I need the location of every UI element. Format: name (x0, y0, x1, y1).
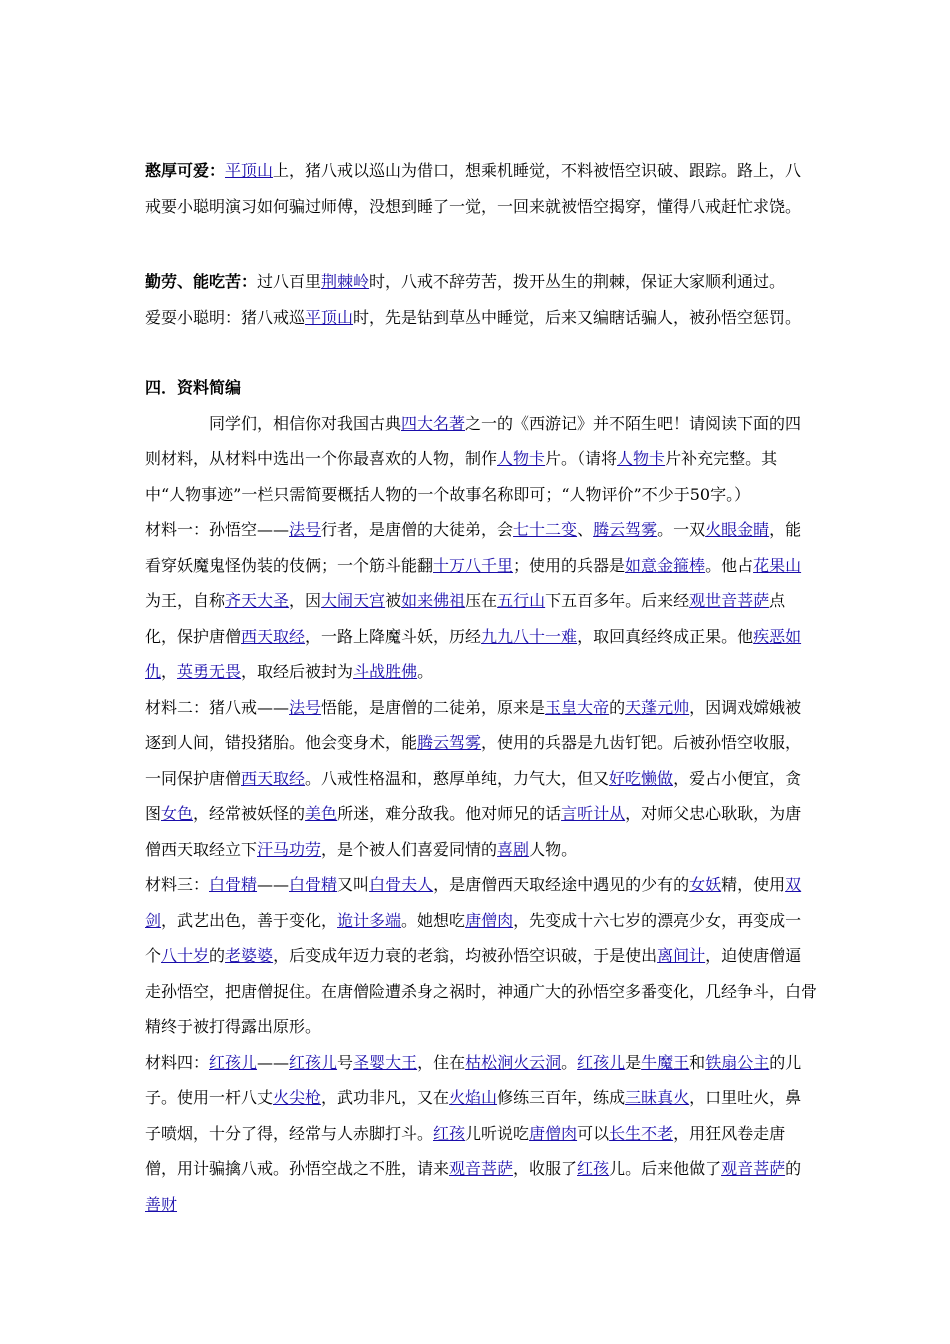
paragraph-text: ，一路上降魔斗妖，历经 (305, 626, 482, 646)
link-cunning[interactable]: 诡计多端 (337, 910, 402, 930)
link-princess-iron-fan[interactable]: 铁扇公主 (705, 1052, 770, 1072)
link-81-tribulations[interactable]: 九九八十一难 (481, 626, 578, 646)
link-victorious-buddha[interactable]: 斗战胜佛 (353, 662, 418, 681)
link-red-boy[interactable]: 红孩儿 (209, 1052, 258, 1072)
paragraph-text: 材料一：孙悟空—— (145, 520, 290, 539)
paragraph-text: 的 (609, 697, 626, 717)
paragraph-text: 所迷，难分敌我。他对师兄的话 (337, 804, 562, 823)
link-beauty[interactable]: 美色 (305, 804, 338, 823)
link-guanyin[interactable]: 观音菩萨 (449, 1159, 514, 1178)
link-five-elements-mountain[interactable]: 五行山 (497, 591, 546, 610)
paragraph-text: 片补充完整。其中“人物事迹”一栏只需简要概括人物的一个故事名称即可；“人物评价”不少于50字。） (145, 449, 778, 504)
paragraph-text: 是 (625, 1052, 642, 1072)
link-red-boy[interactable]: 红孩 (577, 1159, 610, 1178)
link-lady-white-bone[interactable]: 白骨夫人 (369, 875, 434, 894)
section-materials (145, 370, 817, 1222)
link-bull-demon-king[interactable]: 牛魔王 (641, 1052, 690, 1072)
link-brave[interactable]: 英勇无畏 (177, 662, 242, 681)
paragraph-honest-cute (145, 153, 817, 224)
paragraph-text: 时，八戒不辞劳苦，拨开丛生的荆棘，保证大家顺利通过。 (369, 272, 786, 291)
paragraph-text: ，收服了 (513, 1159, 578, 1178)
link-great-contribution[interactable]: 汗马功劳 (257, 839, 322, 859)
paragraph-text: 材料四： (145, 1052, 210, 1072)
paragraph-text: ，能看穿妖魔鬼怪伪装的伎俩；一个筋斗能翻 (145, 520, 802, 575)
link-cloud-flying[interactable]: 腾云驾雾 (417, 733, 482, 752)
link-character-card[interactable]: 人物卡 (497, 449, 546, 468)
paragraph-text: —— (257, 1052, 290, 1072)
link-flower-fruit-mountain[interactable]: 花果山 (753, 555, 802, 575)
link-lust[interactable]: 女色 (161, 804, 194, 823)
paragraph-text: 号 (337, 1052, 354, 1072)
paragraph-text: 片。（请将 (545, 449, 618, 468)
paragraph-text: ，武功非凡，又在 (321, 1088, 450, 1107)
paragraph-text: 的 (209, 946, 226, 965)
paragraph-text: ，迫使唐僧逼走孙悟空，把唐僧捉住。在唐僧险遭杀身之祸时，神通广大的孙悟空多番变化，几经争斗，白骨精终于被打得露出原形。 (145, 946, 818, 1036)
paragraph-text: 的 (785, 1159, 802, 1178)
paragraph-text: ，用狂风卷走唐僧，用计骗擒八戒。孙悟空战之不胜，请来 (145, 1123, 786, 1178)
paragraph-text: 儿。后来他做了 (609, 1159, 722, 1178)
paragraph-text: ，取经后被封为 (241, 662, 354, 681)
paragraph-text: ，因 (289, 591, 322, 610)
paragraph-text: 又叫 (337, 875, 370, 894)
link-jingjiling[interactable]: 荆棘岭 (321, 272, 370, 291)
link-fire-tipped-spear[interactable]: 火尖枪 (273, 1088, 322, 1107)
link-golden-eyes[interactable]: 火眼金睛 (705, 520, 770, 539)
paragraph-text: 。八戒性格温和，憨厚单纯，力气大，但又 (305, 768, 610, 788)
paragraph-text: 修练三百年，练成 (497, 1088, 626, 1107)
paragraph-text: 人物。 (529, 839, 578, 859)
paragraph-text: ，取回真经终成正果。他 (577, 626, 754, 646)
link-marshal-tianpeng[interactable]: 天蓬元帅 (625, 697, 690, 717)
paragraph-text: 同学们，相信你对我国古典 (209, 413, 402, 433)
link-white-bone-demon[interactable]: 白骨精 (289, 875, 338, 894)
link-hate-evil[interactable]: 疾恶如仇 (145, 626, 802, 681)
link-red-boy[interactable]: 红孩 (433, 1123, 466, 1143)
paragraph-text: 和 (689, 1052, 706, 1072)
paragraph-text: 精，使用 (721, 875, 786, 894)
section-title: 四．资料简编 (145, 378, 242, 397)
link-108000-li[interactable]: 十万八千里 (433, 555, 514, 575)
paragraph-text: ，对师父忠心耿耿，为唐僧西天取经立下 (145, 804, 802, 859)
link-sow-discord[interactable]: 离间计 (657, 946, 706, 965)
link-comedy[interactable]: 喜剧 (497, 839, 530, 859)
link-immortality[interactable]: 长生不老 (609, 1123, 674, 1143)
paragraph-text: ，口里吐火，鼻子喷烟，十分了得，经常与人赤脚打斗。 (145, 1088, 802, 1143)
paragraph-text: 时，先是钻到草丛中睡觉，后来又编瞎话骗人，被孙悟空惩罚。 (353, 307, 802, 327)
paragraph-text: 。 (417, 662, 434, 681)
paragraph-hardworking (145, 264, 817, 335)
paragraph-text: 。一双 (657, 520, 706, 539)
paragraph-text: 。她想吃 (401, 910, 466, 930)
link-dharma-name[interactable]: 法号 (289, 697, 322, 717)
link-eighty-years[interactable]: 八十岁 (161, 946, 210, 965)
link-female-demon[interactable]: 女妖 (689, 875, 722, 894)
paragraph-text: —— (257, 875, 290, 894)
link-guanyin[interactable]: 观世音菩萨 (689, 591, 770, 610)
paragraph-text: ；使用的兵器是 (513, 555, 626, 575)
material-two (145, 690, 817, 868)
paragraph-text: 过八百里 (257, 272, 322, 291)
paragraph-text: ，先变成十六七岁的漂亮少女，再变成一个 (145, 910, 802, 965)
link-dharma-name[interactable]: 法号 (289, 520, 322, 539)
paragraph-text: ，是个被人们喜爱同情的 (321, 839, 498, 859)
link-tathagata[interactable]: 如来佛祖 (401, 591, 466, 610)
link-72-transformations[interactable]: 七十二变 (513, 520, 578, 539)
paragraph-text: 可以 (577, 1123, 610, 1143)
paragraph-text: ，武艺出色，善于变化， (161, 910, 338, 930)
paragraph-text: 悟能，是唐僧的二徒弟，原来是 (321, 697, 546, 717)
paragraph-text: 的儿子。使用一杆八丈 (145, 1052, 802, 1107)
link-old-woman[interactable]: 老婆婆 (225, 946, 274, 965)
link-pingdingshan[interactable]: 平顶山 (225, 161, 274, 180)
link-gluttonous-lazy[interactable]: 好吃懒做 (609, 768, 674, 788)
material-three (145, 867, 817, 1045)
link-havoc-heaven[interactable]: 大闹天宫 (321, 591, 386, 610)
link-character-card[interactable]: 人物卡 (617, 449, 666, 468)
link-journey-west[interactable]: 西天取经 (241, 768, 306, 788)
paragraph-clever (145, 300, 817, 336)
link-journey-west[interactable]: 西天取经 (241, 626, 306, 646)
paragraph-text: 。他占 (705, 555, 754, 575)
paragraph-text: ，使用的兵器是九齿钉钯。后被孙悟空收服，一同保护唐僧 (145, 733, 802, 788)
link-guanyin[interactable]: 观音菩萨 (721, 1159, 786, 1178)
paragraph-text: ，爱占小便宜，贪图 (145, 768, 802, 823)
link-tang-monk-flesh[interactable]: 唐僧肉 (529, 1123, 578, 1143)
material-one (145, 512, 817, 690)
intro-paragraph (145, 406, 817, 513)
paragraph-text: ，因调戏嫦娥被逐到人间，错投猪胎。他会变身术，能 (145, 697, 802, 752)
link-flaming-mountain[interactable]: 火焰山 (449, 1088, 498, 1107)
paragraph-text: ，经常被妖怪的 (193, 804, 306, 823)
link-sudhana[interactable]: 善财 (145, 1194, 178, 1214)
link-white-bone-demon[interactable]: 白骨精 (209, 875, 258, 894)
material-four (145, 1045, 817, 1223)
paragraph-text: 上，猪八戒以巡山为借口，想乘机睡觉，不料被悟空识破、跟踪。路上，八戒要小聪明演习如何骗过师傅，没想到睡了一觉，一回来就被悟空揭穿，懂得八戒赶忙求饶。 (145, 161, 802, 216)
paragraph-text: 下五百多年。后来经 (545, 591, 690, 610)
paragraph-text: ，后变成年迈力衰的老翁，均被孙悟空识破，于是使出 (273, 946, 658, 965)
paragraph-text: 爱耍小聪明：猪八戒巡 (145, 307, 306, 327)
paragraph-text: 为王，自称 (145, 591, 226, 610)
link-red-boy[interactable]: 红孩儿 (289, 1052, 338, 1072)
link-cloud-flying[interactable]: 腾云驾雾 (593, 520, 658, 539)
link-twin-swords[interactable]: 双剑 (145, 875, 802, 930)
link-tang-monk-flesh[interactable]: 唐僧肉 (465, 910, 514, 930)
link-jade-emperor[interactable]: 玉皇大帝 (545, 697, 610, 717)
paragraph-text: 被 (385, 591, 402, 610)
link-pingdingshan[interactable]: 平顶山 (305, 307, 354, 327)
paragraph-text: 之一的《西游记》并不陌生吧！请阅读下面的四则材料，从材料中选出一个你最喜欢的人物，制作 (145, 413, 802, 468)
paragraph-text: 行者，是唐僧的大徒弟，会 (321, 520, 514, 539)
paragraph-text: 、 (577, 520, 594, 539)
link-samadhi-fire[interactable]: 三昧真火 (625, 1088, 690, 1107)
link-fire-cloud-cave[interactable]: 枯松涧火云洞 (465, 1052, 562, 1072)
paragraph-text: 点化，保护唐僧 (145, 591, 786, 646)
paragraph-text: ，住在 (417, 1052, 466, 1072)
paragraph-text: 压在 (465, 591, 498, 610)
link-four-classics[interactable]: 四大名著 (401, 413, 466, 433)
trait-label: 勤劳、能吃苦： (145, 272, 258, 291)
link-red-boy[interactable]: 红孩儿 (577, 1052, 626, 1072)
paragraph-text: 材料三： (145, 875, 210, 894)
link-holy-infant-king[interactable]: 圣婴大王 (353, 1052, 418, 1072)
trait-label: 憨厚可爱： (145, 161, 226, 180)
link-obedient[interactable]: 言听计从 (561, 804, 626, 823)
paragraph-text: 儿听说吃 (465, 1123, 530, 1143)
paragraph-text: 材料二：猪八戒—— (145, 697, 290, 717)
paragraph-text: 。 (561, 1052, 578, 1072)
link-great-sage[interactable]: 齐天大圣 (225, 591, 290, 610)
paragraph-text: ， (161, 662, 178, 681)
paragraph-text: ，是唐僧西天取经途中遇见的少有的 (433, 875, 690, 894)
link-golden-staff[interactable]: 如意金箍棒 (625, 555, 706, 575)
